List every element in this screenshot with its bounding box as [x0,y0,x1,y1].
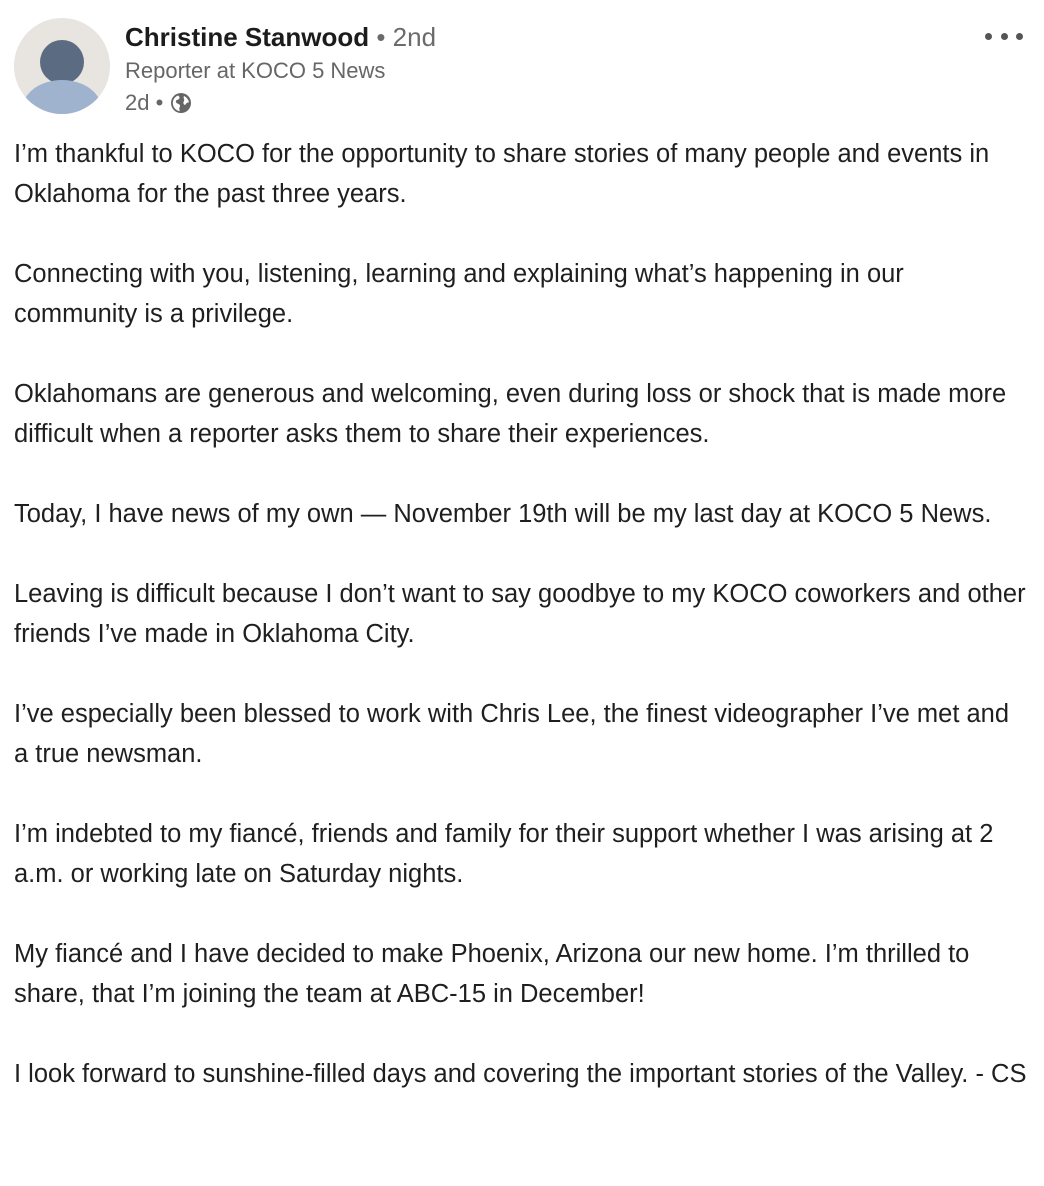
avatar-head [40,40,84,84]
post-paragraph: I look forward to sunshine-filled days and covering the important stories of the Valley. - CS [14,1060,1027,1088]
more-options-icon[interactable] [982,26,1026,46]
post-paragraph: I’m indebted to my fiancé, friends and family for their support whether I was arising at 2 a.m. or working late on Saturday nights. [14,820,994,888]
post-paragraph: I’ve especially been blessed to work with Chris Lee, the finest videographer I’ve met and a true newsman. [14,700,1010,768]
post-time: 2d • [125,90,164,115]
globe-icon [169,91,193,115]
author-name[interactable]: Christine Stanwood [125,22,370,52]
author-name-line [125,18,436,56]
post-paragraph: My fiancé and I have decided to make Phoenix, Arizona our new home. I’m thrilled to share, that I’m joining the team at ABC-15 in December! [14,940,970,1008]
avatar-shoulders [22,80,102,114]
post-paragraph: Today, I have news of my own — November 19th will be my last day at KOCO 5 News. [14,500,992,528]
more-dot [1001,33,1008,40]
post-paragraph: I’m thankful to KOCO for the opportunity to share stories of many people and events in Oklahoma for the past three years. [14,140,990,208]
author-headline: Reporter at KOCO 5 News [125,58,386,83]
more-dot [985,33,992,40]
post-body [14,134,1030,1094]
connection-degree: • 2nd [376,22,437,52]
post-time-line [125,86,436,120]
author-meta [125,18,436,120]
post-paragraph: Oklahomans are generous and welcoming, even during loss or shock that is made more difficult when a reporter asks them to share their experiences. [14,380,1007,448]
avatar[interactable] [14,18,110,114]
more-dot [1016,33,1023,40]
post-paragraph: Leaving is difficult because I don’t want to say goodbye to my KOCO coworkers and other friends I’ve made in Oklahoma City. [14,580,1026,648]
post-paragraph: Connecting with you, listening, learning and explaining what’s happening in our community is a privilege. [14,260,904,328]
post-header [14,18,1030,118]
